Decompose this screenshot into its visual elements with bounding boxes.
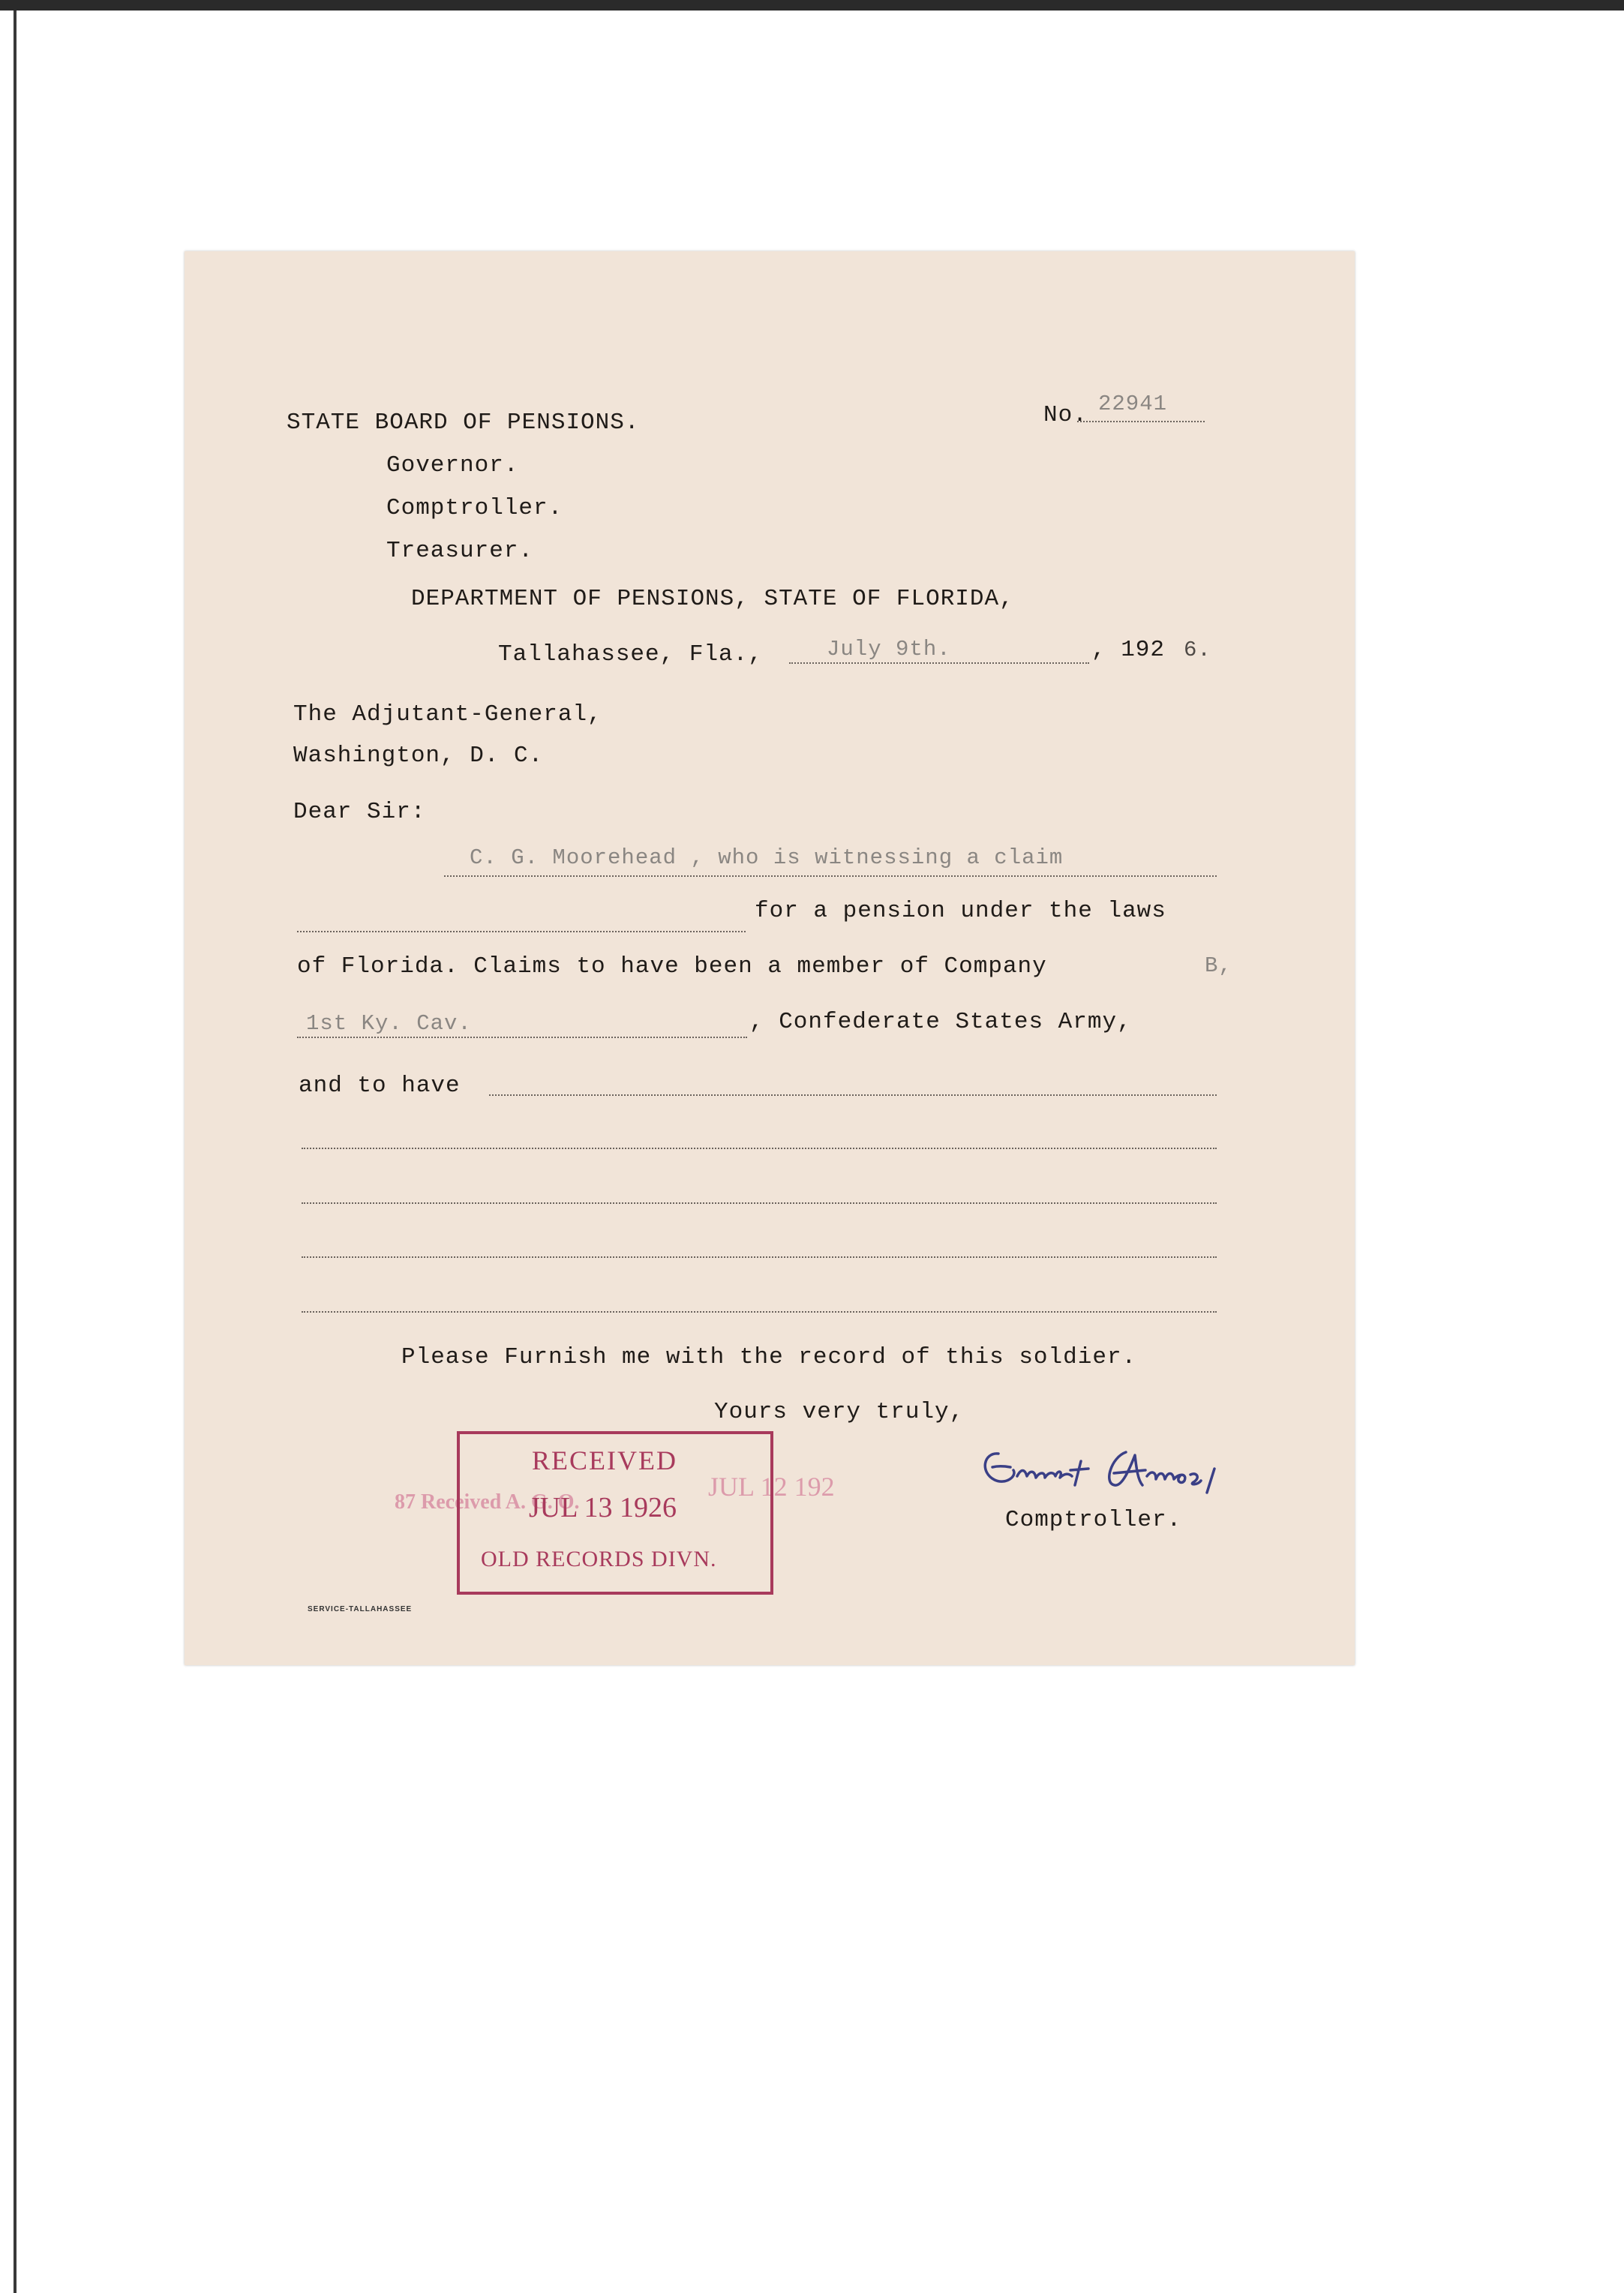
printer-mark: SERVICE-TALLAHASSEE	[308, 1605, 413, 1613]
regiment-value: 1st Ky. Cav.	[306, 1011, 472, 1036]
year-prefix: , 192	[1091, 637, 1166, 663]
signature-image	[976, 1439, 1291, 1506]
florida-text: of Florida. Claims to have been a member of Company	[297, 953, 1047, 980]
blank-line-4	[302, 1202, 1217, 1204]
army-text: , Confederate States Army,	[749, 1009, 1132, 1035]
blank-line-3	[302, 1148, 1217, 1149]
received-stamp	[457, 1431, 773, 1595]
date-line	[789, 662, 1089, 664]
stamp-division: OLD RECORDS DIVN.	[481, 1547, 717, 1571]
number-value: 22941	[1098, 392, 1168, 416]
scan-top-border	[0, 0, 1624, 11]
and-text: and to have	[299, 1073, 461, 1099]
claimant-line	[444, 875, 1217, 877]
number-label: No.	[1043, 402, 1088, 428]
board-heading: STATE BOARD OF PENSIONS.	[287, 410, 640, 436]
member-governor: Governor.	[386, 452, 519, 479]
valediction: Yours very truly,	[714, 1399, 965, 1425]
department-heading: DEPARTMENT OF PENSIONS, STATE OF FLORIDA,	[411, 586, 1014, 612]
blank-line-6	[302, 1311, 1217, 1313]
blank-line-2	[489, 1094, 1217, 1096]
company-value: B,	[1205, 953, 1232, 978]
salutation: Dear Sir:	[293, 799, 426, 825]
signer-title: Comptroller.	[1005, 1507, 1182, 1533]
pension-letter	[185, 251, 1355, 1665]
date-value: July 9th.	[827, 637, 951, 662]
claimant-value: C. G. Moorehead , who is witnessing a claim	[470, 845, 1064, 870]
number-line	[1077, 421, 1205, 422]
addressee-line2: Washington, D. C.	[293, 743, 544, 769]
addressee-line1: The Adjutant-General,	[293, 701, 602, 728]
stamp-heading: RECEIVED	[532, 1445, 677, 1475]
place-label: Tallahassee, Fla.,	[498, 641, 763, 668]
stamp-date: JUL 13 1926	[529, 1492, 677, 1523]
year-value: 6.	[1184, 638, 1211, 662]
blank-line-1	[297, 931, 746, 932]
member-comptroller: Comptroller.	[386, 495, 563, 521]
scan-left-border	[14, 11, 17, 2293]
faded-received-stamp: 87 Received A. G. O.	[395, 1490, 580, 1514]
blank-line-5	[302, 1256, 1217, 1258]
regiment-line	[297, 1037, 747, 1038]
request-text: Please Furnish me with the record of this soldier.	[401, 1344, 1137, 1370]
member-treasurer: Treasurer.	[386, 538, 534, 564]
pension-text: for a pension under the laws	[755, 898, 1166, 924]
faded-stamp-date: JUL 12 192	[708, 1472, 835, 1502]
